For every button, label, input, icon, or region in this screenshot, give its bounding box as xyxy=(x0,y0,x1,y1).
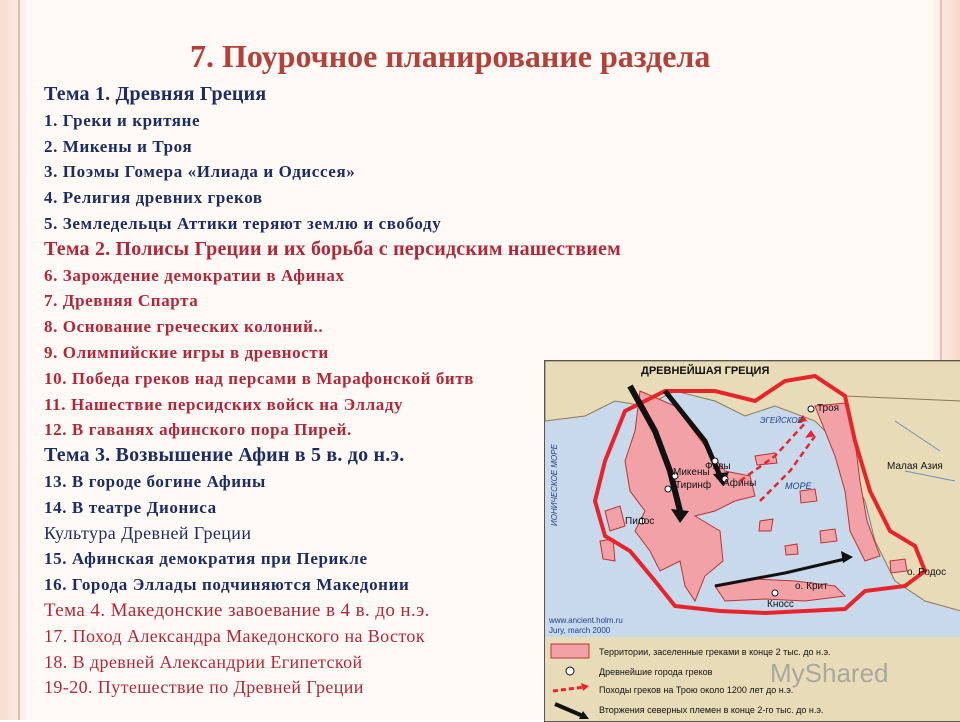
legend-invasion: Вторжения северных племен в конце 2-го тыс. до н.э. xyxy=(599,705,824,715)
lesson-item: 11. Нашествие персидских войск на Элладу xyxy=(44,394,404,414)
map-credit: Jury, march 2000 xyxy=(549,626,611,635)
lesson-item: 10. Победа греков над персами в Марафонской битв xyxy=(44,368,475,388)
lesson-item: 7. Древняя Спарта xyxy=(44,291,199,311)
lesson-item: 14. В театре Диониса xyxy=(44,497,217,517)
theme-heading: Тема 3. Возвышение Афин в 5 в. до н.э. xyxy=(44,444,405,467)
lesson-item: 3. Поэмы Гомера «Илиада и Одиссея» xyxy=(44,162,356,182)
legend-swatch-city xyxy=(566,667,574,675)
lesson-item: 5. Земледельцы Аттики теряют землю и свободу xyxy=(44,213,442,233)
lesson-item: 17. Поход Александра Македонского на Восток xyxy=(44,625,425,646)
watermark-logo: MyShared xyxy=(770,658,889,688)
theme-heading: Тема 2. Полисы Греции и их борьба с персидским нашествием xyxy=(44,237,621,260)
city-marker xyxy=(808,406,814,412)
aegean-sea-label: ЭГЕЙСКОЕ xyxy=(760,416,803,425)
rhodes-label: о. Родос xyxy=(907,567,947,578)
legend-territory: Территории, заселенные греками в конце 2 тыс. до н.э. xyxy=(599,647,831,657)
lesson-item: 16. Города Эллады подчиняются Македонии xyxy=(44,575,410,595)
crete-label: о. Крит xyxy=(795,581,828,592)
island xyxy=(785,544,798,555)
rhodes-island xyxy=(890,559,907,573)
aegean-sea-label-2: МОРЕ xyxy=(785,481,812,491)
lesson-item: 2. Микены и Троя xyxy=(44,136,193,156)
mycenae-label: Микены xyxy=(673,467,710,478)
map-title: ДРЕВНЕЙШАЯ ГРЕЦИЯ xyxy=(641,365,770,377)
lesson-item: 4. Религия древних греков xyxy=(44,188,263,208)
slide-border-left xyxy=(0,0,26,720)
lesson-item: 19-20. Путешествие по Древней Греции xyxy=(44,677,364,698)
slide-title: 7. Поурочное планирование раздела xyxy=(190,38,711,74)
lesson-item: 9. Олимпийские игры в древности xyxy=(44,342,329,362)
section-heading: Культура Древней Греции xyxy=(44,522,252,543)
pylos-label: Пилос xyxy=(625,516,655,527)
lesson-item: 1. Греки и критяне xyxy=(44,110,201,130)
ionian-sea-label: ИОНИЧЕСКОЕ МОРЕ xyxy=(550,444,559,526)
map-canvas xyxy=(545,361,960,721)
theme-heading: Тема 4. Македонские завоевание в 4 в. до н.э. xyxy=(44,599,430,621)
thebes-label: Фивы xyxy=(705,461,731,472)
legend-troy-route: Походы греков на Трою около 1200 лет до н.э. xyxy=(599,685,794,695)
ancient-greece-map xyxy=(544,360,960,722)
lesson-item: 15. Афинская демократия при Перикле xyxy=(44,549,368,569)
island xyxy=(800,489,817,503)
lesson-item: 12. В гаванях афинского пора Пирей. xyxy=(44,420,352,440)
theme-heading: Тема 1. Древняя Греция xyxy=(44,83,267,105)
asia-minor-label: Малая Азия xyxy=(887,461,943,472)
city-marker xyxy=(772,590,778,596)
troy-label: Троя xyxy=(817,403,840,414)
island xyxy=(759,519,773,531)
lesson-item: 18. В древней Александрии Египетской xyxy=(44,651,363,672)
tiryns-label: Тиринф xyxy=(675,480,712,491)
knossos-label: Кносс xyxy=(767,599,794,610)
map-credit: www.ancient.holm.ru xyxy=(549,616,623,625)
border-stripe xyxy=(18,0,20,720)
island xyxy=(820,529,837,543)
legend-swatch-territory xyxy=(551,644,589,658)
lesson-item: 13. В городе богине Афины xyxy=(44,471,266,491)
lesson-item: 6. Зарождение демократии в Афинах xyxy=(44,265,345,285)
lesson-item: 8. Основание греческих колоний.. xyxy=(44,317,324,337)
athens-label: Афины xyxy=(723,478,757,489)
city-marker xyxy=(665,486,671,492)
legend-cities: Древнейшие города греков xyxy=(599,667,713,677)
